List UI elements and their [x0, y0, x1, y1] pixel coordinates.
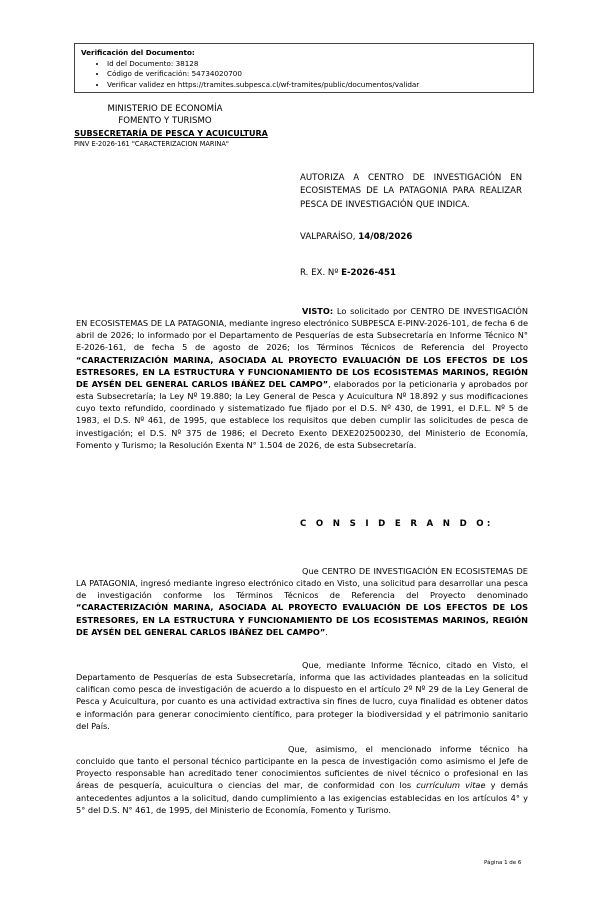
- verification-title: Verificación del Documento:: [81, 48, 195, 57]
- verification-box: [74, 43, 534, 93]
- visto-label: VISTO:: [302, 306, 334, 316]
- verification-id: • Id del Documento: 38128: [107, 59, 527, 70]
- resolution-prefix: R. EX. Nº: [300, 268, 342, 278]
- resolution-number: [300, 268, 396, 278]
- curriculum-vitae-text: currículum vitae: [416, 780, 486, 791]
- considerando-1-project: “CARACTERIZACIÓN MARINA, ASOCIADA AL PROYECTO EVALUACIÓN DE LOS EFECTOS DE LOS ESTRESORES, EN LA ESTRUCTURA Y FUNCIONAMIENTO DE LOS ECOSISTEMAS MARINOS, REGIÓN DE AYSÉN DEL GENERAL CARLOS IBÁÑEZ DEL CAMPO”: [76, 602, 528, 637]
- considerando-1-end: .: [325, 626, 328, 637]
- considerando-paragraph-2: [76, 659, 528, 732]
- subsecretaria-name: SUBSECRETARÍA DE PESCA Y ACUICULTURA: [74, 129, 268, 138]
- visto-text-1: Lo solicitado por CENTRO DE INVESTIGACIÓN EN ECOSISTEMAS DE LA PATAGONIA, mediante ingreso electrónico SUBPESCA E-PINV-2026-101, de fecha 6 de abril de 2026; lo informado por el Departamento de Pesquerías de esta Subsecretaría en Informe Técnico N° E-2026-161, de fecha 5 de agosto de 2026; los Términos Técnicos de Referencia del Proyecto: [76, 306, 528, 353]
- considerando-paragraph-3: [76, 743, 528, 816]
- date: 14/08/2026: [358, 232, 413, 242]
- ministry-name: MINISTERIO DE ECONOMÍA: [107, 104, 223, 114]
- considerando-heading: C O N S I D E R A N D O:: [300, 519, 494, 529]
- visto-paragraph: [76, 305, 528, 451]
- considerando-3-text: Que, asimismo, el mencionado informe técnico ha concluido que tanto el personal técnico participante en la pesca de investigación como asimismo el Jefe de Proyecto responsable han acreditado tener conocimientos suficientes de nivel técnico o profesional en las áreas de pesquería, acuicultura o ciencias del mar, de conformidad con los: [76, 744, 528, 791]
- visto-project: “CARACTERIZACIÓN MARINA, ASOCIADA AL PROYECTO EVALUACIÓN DE LOS EFECTOS DE LOS ESTRESORES, EN LA ESTRUCTURA Y FUNCIONAMIENTO DE LOS ECOSISTEMAS MARINOS, REGIÓN DE AYSÉN DEL GENERAL CARLOS IBÁÑEZ DEL CAMPO”: [76, 354, 528, 389]
- resolution-id: E-2026-451: [341, 268, 396, 278]
- considerando-paragraph-1: [76, 565, 528, 638]
- place: VALPARAÍSO,: [300, 232, 359, 242]
- considerando-2-text: Que, mediante Informe Técnico, citado en Visto, el Departamento de Pesquerías de esta Subsecretaría, informa que las actividades planteadas en la solicitud califican como pesca de investigación de acuerdo a lo dispuesto en el artículo 2º Nº 29 de la Ley General de Pesca y Acuicultura, por cuanto es una actividad extractiva sin fines de lucro, cuya finalidad es obtener datos e información para generar conocimiento científico, para proteger la biodiversidad y el patrimonio sanitario del País.: [76, 660, 528, 731]
- considerando-1-text: Que CENTRO DE INVESTIGACIÓN EN ECOSISTEMAS DE LA PATAGONIA, ingresó mediante ingreso electrónico citado en Visto, una solicitud para desarrollar una pesca de investigación conforme los Términos Técnicos de Referencia del Proyecto denominado: [76, 566, 528, 601]
- document-reference: PINV E-2026-161 "CARACTERIZACION MARINA": [74, 140, 229, 148]
- verification-list: [81, 59, 527, 91]
- visto-text-2: , elaborados por la peticionaria y aprobados por esta Subsecretaría; la Ley Nº 19.880; la Ley General de Pesca y Acuicultura Nº 18.892 y sus modificaciones cuyo texto refundido, coordinado y sistematizado fue fijado por el D.S. Nº 430, de 1991, el D.F.L. Nº 5 de 1983, el D.S. Nº 461, de 1995, que establece los requisitos que deben cumplir las solicitudes de pesca de investigación; el D.S. Nº 375 de 1986; el Decreto Exento DEXE202500230, del Ministerio de Economía, Fomento y Turismo; la Resolución Exenta N° 1.504 de 2026, de esta Subsecretaría.: [76, 378, 528, 450]
- document-subject: AUTORIZA A CENTRO DE INVESTIGACIÓN EN ECOSISTEMAS DE LA PATAGONIA PARA REALIZAR PESCA DE INVESTIGACIÓN QUE INDICA.: [300, 173, 522, 210]
- verification-url[interactable]: • Verificar validez en https://tramites.subpesca.cl/wf-tramites/public/documentos/validar: [107, 80, 527, 91]
- considerando-3-text-end: y demás antecedentes adjuntos a la solicitud, dando cumplimiento a las exigencias establecidas en los artículos 4° y 5° del D.S. N° 461, de 1995, del Ministerio de Economía, Fomento y Turismo.: [76, 780, 528, 815]
- place-date: [300, 232, 412, 242]
- verification-code: • Código de verificación: 54734020700: [107, 69, 527, 80]
- page-number: Página 1 de 6: [484, 860, 522, 866]
- ministry-name-2: FOMENTO Y TURISMO: [118, 116, 212, 126]
